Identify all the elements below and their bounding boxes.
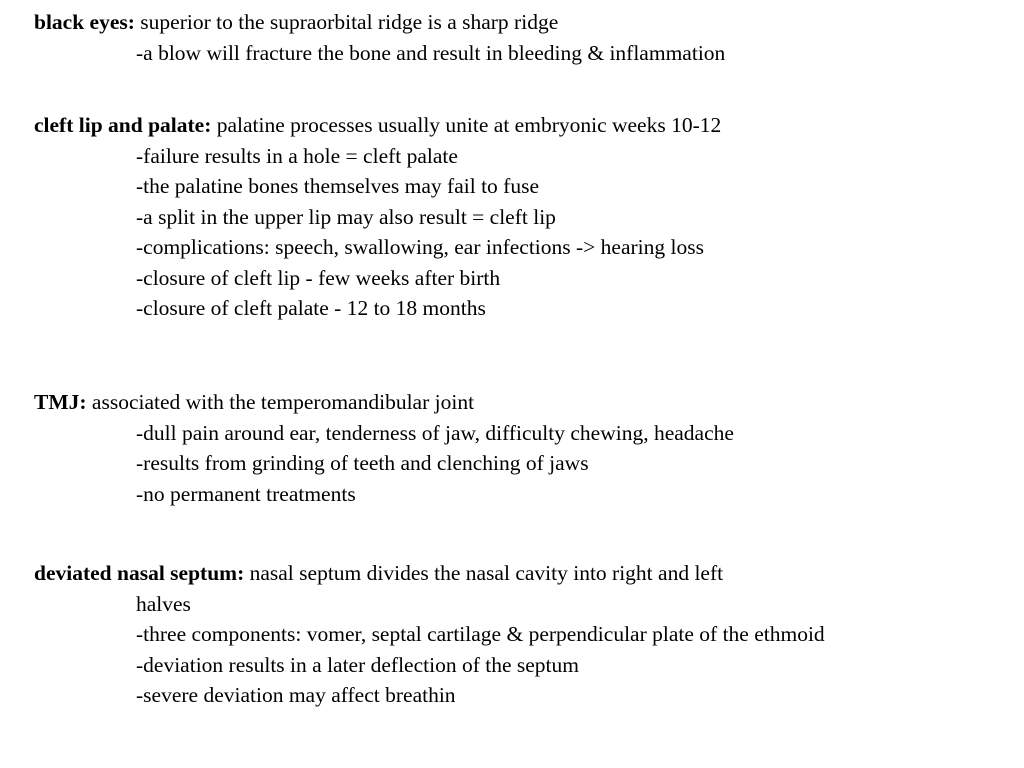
term-label: deviated nasal septum:	[34, 561, 245, 585]
bullet-point: -the palatine bones themselves may fail to fuse	[136, 174, 539, 198]
section-heading-line	[34, 7, 894, 38]
bullet-point: -deviation results in a later deflection of the septum	[136, 652, 579, 677]
bullet-point: -closure of cleft lip - few weeks after birth	[136, 265, 501, 290]
section-deviated-nasal-septum	[34, 558, 894, 711]
section-black-eyes	[34, 7, 894, 68]
section-heading-line	[34, 110, 894, 141]
bullet-point: -closure of cleft palate - 12 to 18 months	[136, 296, 486, 320]
section-tmj	[34, 387, 894, 509]
definition-continuation: halves	[136, 591, 191, 616]
bullet-point: -three components: vomer, septal cartilage & perpendicular plate of the ethmoid	[136, 622, 825, 646]
term-label: black eyes:	[34, 10, 135, 34]
term-definition: superior to the supraorbital ridge is a sharp ridge	[140, 10, 559, 34]
section-heading-line	[34, 387, 894, 418]
bullet-point: -a split in the upper lip may also result = cleft lip	[136, 204, 556, 229]
bullet-point: -a blow will fracture the bone and result in bleeding & inflammation	[136, 40, 726, 65]
bullet-point: -severe deviation may affect breathin	[136, 683, 456, 707]
bullet-point: -results from grinding of teeth and clenching of jaws	[136, 451, 589, 475]
term-label: cleft lip and palate:	[34, 113, 212, 137]
section-cleft-lip-palate	[34, 110, 894, 324]
term-definition: nasal septum divides the nasal cavity into right and left	[249, 561, 724, 585]
bullet-point: -failure results in a hole = cleft palate	[136, 143, 458, 168]
section-heading-line	[34, 558, 894, 589]
bullet-point: -no permanent treatments	[136, 481, 356, 506]
term-definition: palatine processes usually unite at embryonic weeks 10-12	[216, 113, 722, 137]
term-definition: associated with the temperomandibular joint	[91, 390, 475, 414]
bullet-point: -complications: speech, swallowing, ear infections -> hearing loss	[136, 235, 704, 259]
bullet-point: -dull pain around ear, tenderness of jaw, difficulty chewing, headache	[136, 420, 734, 445]
term-label: TMJ:	[34, 390, 87, 414]
